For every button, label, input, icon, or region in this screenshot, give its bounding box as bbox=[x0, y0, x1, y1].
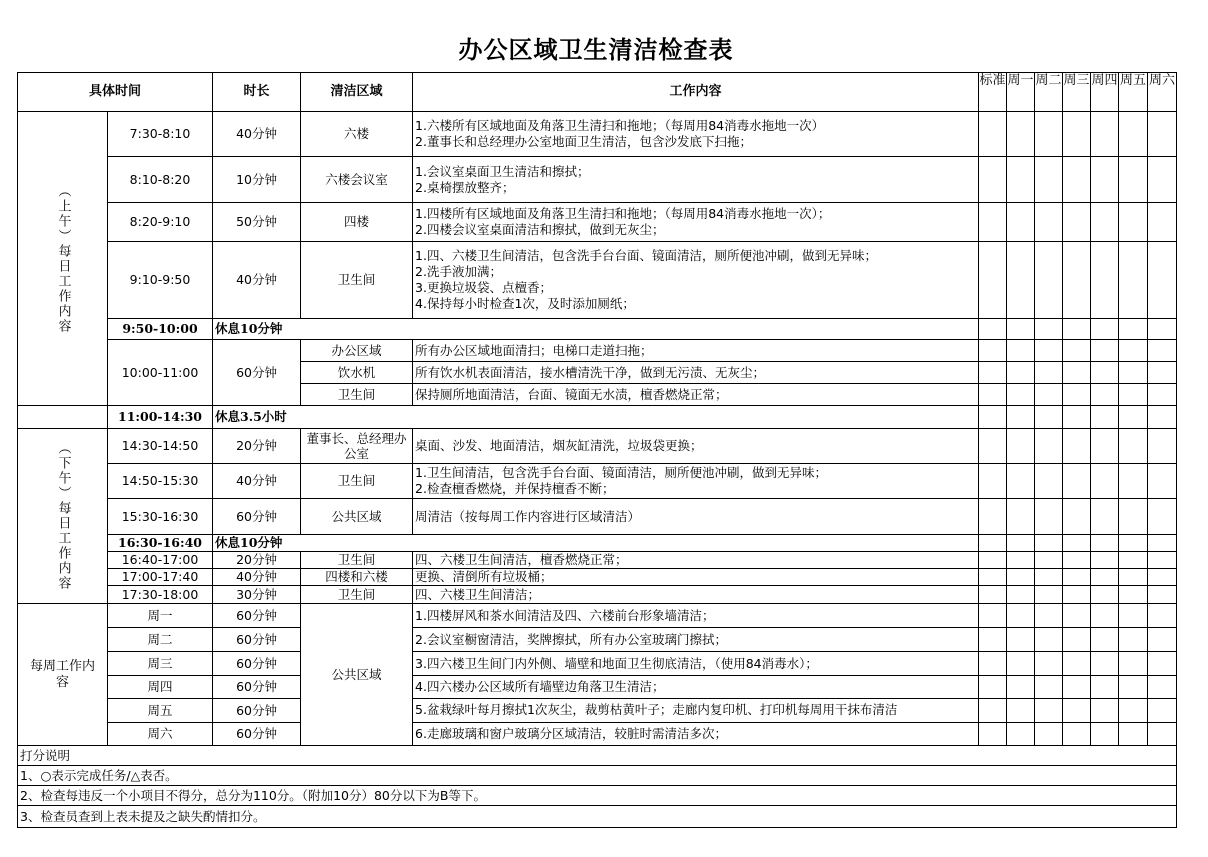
check-cell[interactable] bbox=[1007, 384, 1035, 406]
header-area: 清洁区域 bbox=[301, 73, 413, 112]
check-cell[interactable] bbox=[1119, 384, 1148, 406]
area-cell: 四楼 bbox=[301, 203, 413, 242]
scoring-note-row bbox=[18, 786, 1177, 806]
check-cell[interactable] bbox=[1119, 569, 1148, 586]
check-cell[interactable] bbox=[1035, 429, 1063, 464]
check-cell[interactable] bbox=[1091, 362, 1119, 384]
break-label: 休息10分钟 bbox=[213, 319, 979, 340]
check-cell[interactable] bbox=[979, 604, 1007, 628]
time-cell: 16:40-17:00 bbox=[108, 552, 213, 569]
check-cell[interactable] bbox=[1148, 535, 1177, 552]
content-cell: 4.四六楼办公区域所有墙壁边角落卫生清洁； bbox=[413, 676, 979, 699]
check-cell[interactable] bbox=[1063, 676, 1091, 699]
check-cell[interactable] bbox=[1035, 464, 1063, 499]
check-cell[interactable] bbox=[1091, 535, 1119, 552]
area-cell: 卫生间 bbox=[301, 464, 413, 499]
check-cell[interactable] bbox=[1007, 157, 1035, 203]
check-cell[interactable] bbox=[1148, 652, 1177, 676]
check-cell[interactable] bbox=[1091, 699, 1119, 723]
duration-cell: 60分钟 bbox=[213, 604, 301, 628]
check-cell[interactable] bbox=[1091, 203, 1119, 242]
table-row bbox=[18, 652, 1177, 676]
check-cell[interactable] bbox=[1091, 723, 1119, 746]
check-cell[interactable] bbox=[1148, 340, 1177, 362]
header-content: 工作内容 bbox=[413, 73, 979, 112]
check-cell[interactable] bbox=[1007, 499, 1035, 535]
check-cell[interactable] bbox=[1091, 319, 1119, 340]
check-cell[interactable] bbox=[1035, 569, 1063, 586]
header-fri: 周五 bbox=[1119, 73, 1148, 112]
day-cell: 周二 bbox=[108, 628, 213, 652]
duration-cell: 40分钟 bbox=[213, 242, 301, 319]
header-time: 具体时间 bbox=[18, 73, 213, 112]
duration-cell: 60分钟 bbox=[213, 723, 301, 746]
area-cell: 董事长、总经理办公室 bbox=[301, 429, 413, 464]
check-cell[interactable] bbox=[1063, 112, 1091, 157]
check-cell[interactable] bbox=[1091, 552, 1119, 569]
header-thu: 周四 bbox=[1091, 73, 1119, 112]
check-cell[interactable] bbox=[979, 699, 1007, 723]
area-cell: 卫生间 bbox=[301, 384, 413, 406]
duration-cell: 60分钟 bbox=[213, 499, 301, 535]
check-cell[interactable] bbox=[1148, 499, 1177, 535]
table-row bbox=[18, 340, 1177, 362]
check-cell[interactable] bbox=[1035, 157, 1063, 203]
check-cell[interactable] bbox=[1007, 464, 1035, 499]
duration-cell: 40分钟 bbox=[213, 464, 301, 499]
day-cell: 周六 bbox=[108, 723, 213, 746]
check-cell[interactable] bbox=[1063, 464, 1091, 499]
check-cell[interactable] bbox=[1063, 406, 1091, 429]
table-row bbox=[18, 203, 1177, 242]
content-cell: 更换、清倒所有垃圾桶； bbox=[413, 569, 979, 586]
table-row bbox=[18, 676, 1177, 699]
scoring-note: 3、检查员查到上表未提及之缺失酌情扣分。 bbox=[18, 806, 1177, 828]
check-cell[interactable] bbox=[1035, 586, 1063, 604]
content-cell: 所有饮水机表面清洁，接水槽清洗干净，做到无污渍、无灰尘； bbox=[413, 362, 979, 384]
area-cell: 办公区域 bbox=[301, 340, 413, 362]
duration-cell: 20分钟 bbox=[213, 552, 301, 569]
content-cell: 5.盆栽绿叶每月擦拭1次灰尘，裁剪枯黄叶子；走廊内复印机、打印机每周用干抹布清洁 bbox=[413, 699, 979, 723]
check-cell[interactable] bbox=[1119, 362, 1148, 384]
check-cell[interactable] bbox=[1091, 384, 1119, 406]
check-cell[interactable] bbox=[1007, 535, 1035, 552]
table-row bbox=[18, 112, 1177, 157]
check-cell[interactable] bbox=[1148, 242, 1177, 319]
check-cell[interactable] bbox=[1007, 676, 1035, 699]
check-cell[interactable] bbox=[1063, 499, 1091, 535]
day-cell: 周三 bbox=[108, 652, 213, 676]
weekly-section-label: 每周工作内容 bbox=[18, 604, 108, 746]
check-cell[interactable] bbox=[1148, 586, 1177, 604]
check-cell[interactable] bbox=[1148, 203, 1177, 242]
check-cell[interactable] bbox=[1007, 586, 1035, 604]
table-row bbox=[18, 699, 1177, 723]
content-cell: 1.四楼所有区域地面及角落卫生清扫和拖地；（每周用84消毒水拖地一次）； 2.四楼会议室桌面清洁和擦拭，做到无灰尘； bbox=[413, 203, 979, 242]
area-cell: 饮水机 bbox=[301, 362, 413, 384]
duration-cell: 60分钟 bbox=[213, 340, 301, 406]
day-cell: 周五 bbox=[108, 699, 213, 723]
content-cell: 1.会议室桌面卫生清洁和擦拭； 2.桌椅摆放整齐； bbox=[413, 157, 979, 203]
area-cell: 公共区域 bbox=[301, 604, 413, 746]
check-cell[interactable] bbox=[1119, 203, 1148, 242]
check-cell[interactable] bbox=[1119, 499, 1148, 535]
break-time: 9:50-10:00 bbox=[108, 319, 213, 340]
check-cell[interactable] bbox=[979, 723, 1007, 746]
check-cell[interactable] bbox=[1063, 586, 1091, 604]
content-cell: 6.走廊玻璃和窗户玻璃分区域清洁，较脏时需清洁多次； bbox=[413, 723, 979, 746]
check-cell[interactable] bbox=[1119, 406, 1148, 429]
time-cell: 17:00-17:40 bbox=[108, 569, 213, 586]
content-cell: 1.四楼屏风和茶水间清洁及四、六楼前台形象墙清洁； bbox=[413, 604, 979, 628]
check-cell[interactable] bbox=[979, 552, 1007, 569]
table-row bbox=[18, 429, 1177, 464]
check-cell[interactable] bbox=[1035, 362, 1063, 384]
check-cell[interactable] bbox=[1007, 340, 1035, 362]
check-cell[interactable] bbox=[1063, 604, 1091, 628]
content-cell: 周清洁（按每周工作内容进行区域清洁） bbox=[413, 499, 979, 535]
area-cell: 卫生间 bbox=[301, 242, 413, 319]
check-cell[interactable] bbox=[1035, 552, 1063, 569]
duration-cell: 40分钟 bbox=[213, 112, 301, 157]
duration-cell: 60分钟 bbox=[213, 628, 301, 652]
check-cell[interactable] bbox=[1148, 157, 1177, 203]
check-cell[interactable] bbox=[1063, 699, 1091, 723]
check-cell[interactable] bbox=[979, 429, 1007, 464]
check-cell[interactable] bbox=[1063, 552, 1091, 569]
break-time: 16:30-16:40 bbox=[108, 535, 213, 552]
check-cell[interactable] bbox=[1035, 723, 1063, 746]
time-cell: 17:30-18:00 bbox=[108, 586, 213, 604]
duration-cell: 60分钟 bbox=[213, 699, 301, 723]
break-label: 休息10分钟 bbox=[213, 535, 979, 552]
header-row bbox=[18, 73, 1177, 112]
content-cell: 1.四、六楼卫生间清洁，包含洗手台台面、镜面清洁，厕所便池冲刷，做到无异味； 2.洗手液加满； 3.更换垃圾袋、点檀香； 4.保持每小时检查1次，及时添加厕纸； bbox=[413, 242, 979, 319]
empty-cell bbox=[18, 406, 108, 429]
table-row bbox=[18, 552, 1177, 569]
time-cell: 14:30-14:50 bbox=[108, 429, 213, 464]
duration-cell: 60分钟 bbox=[213, 652, 301, 676]
check-cell[interactable] bbox=[979, 157, 1007, 203]
check-cell[interactable] bbox=[1119, 676, 1148, 699]
check-cell[interactable] bbox=[1148, 604, 1177, 628]
scoring-title: 打分说明 bbox=[18, 746, 1177, 766]
time-cell: 14:50-15:30 bbox=[108, 464, 213, 499]
check-cell[interactable] bbox=[1148, 406, 1177, 429]
check-cell[interactable] bbox=[1119, 586, 1148, 604]
check-cell[interactable] bbox=[1091, 429, 1119, 464]
duration-cell: 60分钟 bbox=[213, 676, 301, 699]
check-cell[interactable] bbox=[979, 586, 1007, 604]
check-cell[interactable] bbox=[1119, 242, 1148, 319]
header-sat: 周六 bbox=[1148, 73, 1177, 112]
scoring-note-row bbox=[18, 806, 1177, 828]
check-cell[interactable] bbox=[1035, 499, 1063, 535]
time-cell: 7:30-8:10 bbox=[108, 112, 213, 157]
check-cell[interactable] bbox=[1119, 464, 1148, 499]
area-cell: 六楼会议室 bbox=[301, 157, 413, 203]
check-cell[interactable] bbox=[1148, 552, 1177, 569]
check-cell[interactable] bbox=[1119, 112, 1148, 157]
area-cell: 卫生间 bbox=[301, 586, 413, 604]
check-cell[interactable] bbox=[1148, 429, 1177, 464]
break-time: 11:00-14:30 bbox=[108, 406, 213, 429]
check-cell[interactable] bbox=[1007, 628, 1035, 652]
area-cell: 四楼和六楼 bbox=[301, 569, 413, 586]
break-row bbox=[18, 319, 1177, 340]
check-cell[interactable] bbox=[1063, 569, 1091, 586]
duration-cell: 30分钟 bbox=[213, 586, 301, 604]
table-row bbox=[18, 586, 1177, 604]
time-cell: 8:10-8:20 bbox=[108, 157, 213, 203]
check-cell[interactable] bbox=[1091, 628, 1119, 652]
break-label: 休息3.5小时 bbox=[213, 406, 979, 429]
check-cell[interactable] bbox=[1148, 699, 1177, 723]
check-cell[interactable] bbox=[1035, 604, 1063, 628]
duration-cell: 20分钟 bbox=[213, 429, 301, 464]
check-cell[interactable] bbox=[1063, 340, 1091, 362]
content-cell: 1.卫生间清洁，包含洗手台台面、镜面清洁，厕所便池冲刷，做到无异味； 2.检查檀香燃烧，并保持檀香不断； bbox=[413, 464, 979, 499]
check-cell[interactable] bbox=[1007, 242, 1035, 319]
check-cell[interactable] bbox=[1007, 652, 1035, 676]
break-row bbox=[18, 535, 1177, 552]
content-cell: 所有办公区域地面清扫；电梯口走道扫拖； bbox=[413, 340, 979, 362]
check-cell[interactable] bbox=[1148, 723, 1177, 746]
check-cell[interactable] bbox=[1063, 652, 1091, 676]
check-cell[interactable] bbox=[1148, 319, 1177, 340]
page-title: 办公区域卫生清洁检查表 bbox=[458, 35, 734, 64]
check-cell[interactable] bbox=[1007, 429, 1035, 464]
scoring-note-row bbox=[18, 766, 1177, 786]
content-cell: 四、六楼卫生间清洁； bbox=[413, 586, 979, 604]
check-cell[interactable] bbox=[1063, 157, 1091, 203]
header-duration: 时长 bbox=[213, 73, 301, 112]
check-cell[interactable] bbox=[979, 406, 1007, 429]
check-cell[interactable] bbox=[1148, 464, 1177, 499]
check-cell[interactable] bbox=[1007, 406, 1035, 429]
check-cell[interactable] bbox=[1091, 340, 1119, 362]
header-mon: 周一 bbox=[1007, 73, 1035, 112]
check-cell[interactable] bbox=[1035, 628, 1063, 652]
check-cell[interactable] bbox=[1148, 112, 1177, 157]
table-row bbox=[18, 464, 1177, 499]
check-cell[interactable] bbox=[1119, 652, 1148, 676]
check-cell[interactable] bbox=[1148, 384, 1177, 406]
check-cell[interactable] bbox=[1119, 535, 1148, 552]
check-cell[interactable] bbox=[1035, 652, 1063, 676]
check-cell[interactable] bbox=[979, 569, 1007, 586]
area-cell: 六楼 bbox=[301, 112, 413, 157]
scoring-note: 2、检查每违反一个小项目不得分，总分为110分。（附加10分）80分以下为B等下。 bbox=[18, 786, 1177, 806]
table-row bbox=[18, 157, 1177, 203]
content-cell: 2.会议室橱窗清洁，奖牌擦拭，所有办公室玻璃门擦拭； bbox=[413, 628, 979, 652]
check-cell[interactable] bbox=[1119, 319, 1148, 340]
area-cell: 卫生间 bbox=[301, 552, 413, 569]
time-cell: 8:20-9:10 bbox=[108, 203, 213, 242]
check-cell[interactable] bbox=[1063, 628, 1091, 652]
table-row bbox=[18, 242, 1177, 319]
check-cell[interactable] bbox=[1007, 569, 1035, 586]
break-row bbox=[18, 406, 1177, 429]
content-cell: 保持厕所地面清洁，台面、镜面无水渍，檀香燃烧正常； bbox=[413, 384, 979, 406]
check-cell[interactable] bbox=[1119, 157, 1148, 203]
check-cell[interactable] bbox=[1063, 242, 1091, 319]
check-cell[interactable] bbox=[1091, 499, 1119, 535]
check-cell[interactable] bbox=[1091, 406, 1119, 429]
check-cell[interactable] bbox=[1119, 552, 1148, 569]
check-cell[interactable] bbox=[979, 676, 1007, 699]
table-row bbox=[18, 499, 1177, 535]
table-row bbox=[18, 628, 1177, 652]
check-cell[interactable] bbox=[1148, 676, 1177, 699]
check-cell[interactable] bbox=[979, 242, 1007, 319]
check-cell[interactable] bbox=[1063, 535, 1091, 552]
check-cell[interactable] bbox=[1035, 384, 1063, 406]
check-cell[interactable] bbox=[1035, 112, 1063, 157]
header-standard: 标准 bbox=[979, 73, 1007, 112]
check-cell[interactable] bbox=[979, 340, 1007, 362]
check-cell[interactable] bbox=[1119, 604, 1148, 628]
check-cell[interactable] bbox=[979, 362, 1007, 384]
check-cell[interactable] bbox=[1091, 676, 1119, 699]
time-cell: 15:30-16:30 bbox=[108, 499, 213, 535]
check-cell[interactable] bbox=[1063, 723, 1091, 746]
check-cell[interactable] bbox=[1007, 604, 1035, 628]
duration-cell: 40分钟 bbox=[213, 569, 301, 586]
area-cell: 公共区域 bbox=[301, 499, 413, 535]
check-cell[interactable] bbox=[1035, 242, 1063, 319]
check-cell[interactable] bbox=[1007, 203, 1035, 242]
duration-cell: 50分钟 bbox=[213, 203, 301, 242]
check-cell[interactable] bbox=[979, 499, 1007, 535]
scoring-note: 1、○表示完成任务/△表否。 bbox=[18, 766, 1177, 786]
scoring-title-row bbox=[18, 746, 1177, 766]
check-cell[interactable] bbox=[1119, 340, 1148, 362]
day-cell: 周四 bbox=[108, 676, 213, 699]
check-cell[interactable] bbox=[979, 535, 1007, 552]
check-cell[interactable] bbox=[1035, 340, 1063, 362]
check-cell[interactable] bbox=[1007, 319, 1035, 340]
check-cell[interactable] bbox=[1035, 406, 1063, 429]
day-cell: 周一 bbox=[108, 604, 213, 628]
table-row bbox=[18, 569, 1177, 586]
content-cell: 四、六楼卫生间清洁，檀香燃烧正常； bbox=[413, 552, 979, 569]
duration-cell: 10分钟 bbox=[213, 157, 301, 203]
header-tue: 周二 bbox=[1035, 73, 1063, 112]
check-cell[interactable] bbox=[1007, 699, 1035, 723]
check-cell[interactable] bbox=[979, 203, 1007, 242]
check-cell[interactable] bbox=[1091, 112, 1119, 157]
inspection-table bbox=[17, 72, 1177, 828]
check-cell[interactable] bbox=[1035, 203, 1063, 242]
check-cell[interactable] bbox=[1063, 384, 1091, 406]
check-cell[interactable] bbox=[1119, 429, 1148, 464]
check-cell[interactable] bbox=[1119, 723, 1148, 746]
time-cell: 9:10-9:50 bbox=[108, 242, 213, 319]
check-cell[interactable] bbox=[1007, 723, 1035, 746]
check-cell[interactable] bbox=[979, 652, 1007, 676]
check-cell[interactable] bbox=[1091, 604, 1119, 628]
time-cell: 10:00-11:00 bbox=[108, 340, 213, 406]
table-row bbox=[18, 723, 1177, 746]
content-cell: 3.四六楼卫生间门内外侧、墙壁和地面卫生彻底清洁，（使用84消毒水）； bbox=[413, 652, 979, 676]
afternoon-section-label: （下午）每日工作内容 bbox=[18, 429, 108, 604]
check-cell[interactable] bbox=[1035, 676, 1063, 699]
check-cell[interactable] bbox=[1091, 652, 1119, 676]
table-row bbox=[18, 604, 1177, 628]
check-cell[interactable] bbox=[1091, 569, 1119, 586]
check-cell[interactable] bbox=[1148, 362, 1177, 384]
check-cell[interactable] bbox=[1119, 699, 1148, 723]
check-cell[interactable] bbox=[1007, 552, 1035, 569]
check-cell[interactable] bbox=[1148, 628, 1177, 652]
check-cell[interactable] bbox=[1091, 242, 1119, 319]
check-cell[interactable] bbox=[1063, 319, 1091, 340]
content-cell: 1.六楼所有区域地面及角落卫生清扫和拖地；（每周用84消毒水拖地一次） 2.董事长和总经理办公室地面卫生清洁，包含沙发底下扫拖； bbox=[413, 112, 979, 157]
check-cell[interactable] bbox=[1148, 569, 1177, 586]
check-cell[interactable] bbox=[1063, 429, 1091, 464]
check-cell[interactable] bbox=[1007, 112, 1035, 157]
check-cell[interactable] bbox=[1063, 362, 1091, 384]
check-cell[interactable] bbox=[1119, 628, 1148, 652]
check-cell[interactable] bbox=[1091, 586, 1119, 604]
check-cell[interactable] bbox=[1035, 699, 1063, 723]
check-cell[interactable] bbox=[1035, 319, 1063, 340]
check-cell[interactable] bbox=[979, 319, 1007, 340]
check-cell[interactable] bbox=[1091, 464, 1119, 499]
check-cell[interactable] bbox=[979, 384, 1007, 406]
content-cell: 桌面、沙发、地面清洁，烟灰缸清洗，垃圾袋更换； bbox=[413, 429, 979, 464]
check-cell[interactable] bbox=[979, 112, 1007, 157]
check-cell[interactable] bbox=[979, 464, 1007, 499]
check-cell[interactable] bbox=[1007, 362, 1035, 384]
check-cell[interactable] bbox=[1063, 203, 1091, 242]
check-cell[interactable] bbox=[1035, 535, 1063, 552]
check-cell[interactable] bbox=[1091, 157, 1119, 203]
check-cell[interactable] bbox=[979, 628, 1007, 652]
header-wed: 周三 bbox=[1063, 73, 1091, 112]
morning-section-label: （上午）每日工作内容 bbox=[18, 112, 108, 406]
